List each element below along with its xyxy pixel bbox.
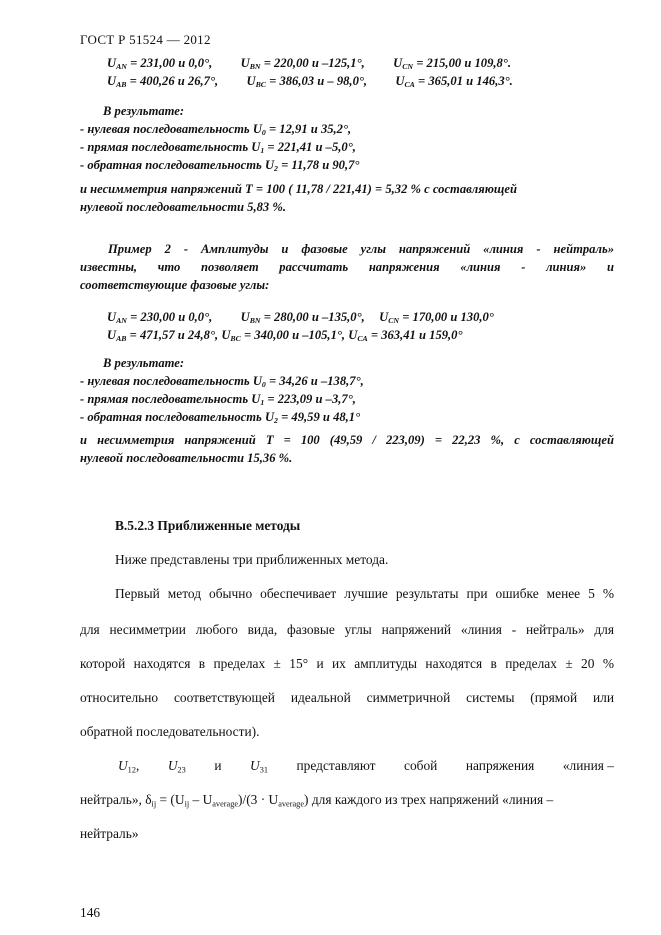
example2-result-label: В результате:: [103, 356, 185, 370]
section-paragraph-3-line3: нейтраль»: [80, 826, 139, 841]
example1-asymmetry-line1: и несимметрия напряжений Т = 100 ( 11,78 / 221,41) = 5,32 % с составляющей: [80, 182, 518, 196]
example1-ll-voltages: $U_{AB} = 400,26$ и 26,7°, $U_{BC} = 386,03$ и – 98,0°, $U_{CA} = 365,01$ и 146,3°.: [107, 74, 513, 90]
section-paragraph-2-line4: относительно соответствующей идеальной симметричной системы (прямой или: [80, 690, 614, 705]
example2-asymmetry-line2: нулевой последовательности 15,36 %.: [80, 451, 293, 465]
example2-ln-voltages: $U_{AN} = 230,00$ и 0,0°, $U_{BN} = 280,00$ и –135,0°, $U_{CN} = 170,00$ и 130,0°: [107, 310, 494, 326]
example1-zero-seq: - нулевая последовательность $U_0 = 12,91$ и 35,2°,: [80, 122, 352, 138]
example2-neg-seq: - обратная последовательность $U_2 = 49,59$ и 48,1°: [80, 410, 361, 426]
section-paragraph-2-line3: которой находятся в пределах ± 15° и их амплитуды находятся в пределах ± 20 %: [80, 656, 614, 671]
page-number: 146: [80, 905, 101, 920]
section-paragraph-2-line5: обратной последовательности).: [80, 724, 260, 739]
section-paragraph-2-line1: Первый метод обычно обеспечивает лучшие результаты при ошибке менее 5 %: [115, 586, 614, 601]
section-paragraph-3-line2: нейтраль», $\delta_{ij} = (U_{ij} - U_{average})/(3 \cdot U_{average})$ для каждого из трех напряжений «линия –: [80, 792, 554, 809]
section-title: В.5.2.3 Приближенные методы: [115, 518, 301, 533]
example1-asymmetry-line2: нулевой последовательности 5,83 %.: [80, 200, 286, 214]
section-paragraph-1: Ниже представлены три приближенных метода.: [115, 552, 389, 567]
example1-result-label: В результате:: [103, 104, 185, 118]
example2-intro-line2: известны, что позволяет рассчитать напряжения «линия - линия» и: [80, 260, 614, 274]
section-paragraph-2-line2: для несимметрии любого вида, фазовые углы напряжений «линия - нейтраль» для: [80, 622, 614, 637]
example2-asymmetry-line1: и несимметрия напряжений Т = 100 (49,59 / 223,09) = 22,23 %, с составляющей: [80, 433, 614, 447]
example2-zero-seq: - нулевая последовательность $U_0 = 34,26$ и –138,7°,: [80, 374, 364, 390]
example1-ln-voltages: $U_{AN} = 231,00$ и 0,0°, $U_{BN} = 220,00$ и –125,1°, $U_{CN} = 215,00$ и 109,8°.: [107, 56, 511, 72]
page-header: ГОСТ Р 51524 — 2012: [80, 32, 211, 47]
section-paragraph-3-line1: $U_{12}$, $U_{23}$ и $U_{31}$ представляют собой напряжения «линия –: [118, 758, 614, 775]
example2-intro-line1: Пример 2 - Амплитуды и фазовые углы напряжений «линия - нейтраль»: [108, 242, 614, 256]
example2-ll-voltages: $U_{AB} = 471,57$ и 24,8°, $U_{BC} = 340,00$ и –105,1°, $U_{CA} = 363,41$ и 159,0°: [107, 328, 463, 344]
example2-pos-seq: - прямая последовательность $U_1 = 223,09$ и –3,7°,: [80, 392, 356, 408]
example1-neg-seq: - обратная последовательность $U_2 = 11,78$ и 90,7°: [80, 158, 360, 174]
example1-pos-seq: - прямая последовательность $U_1 = 221,41$ и –5,0°,: [80, 140, 356, 156]
example2-intro-line3: соответствующие фазовые углы:: [80, 278, 270, 292]
